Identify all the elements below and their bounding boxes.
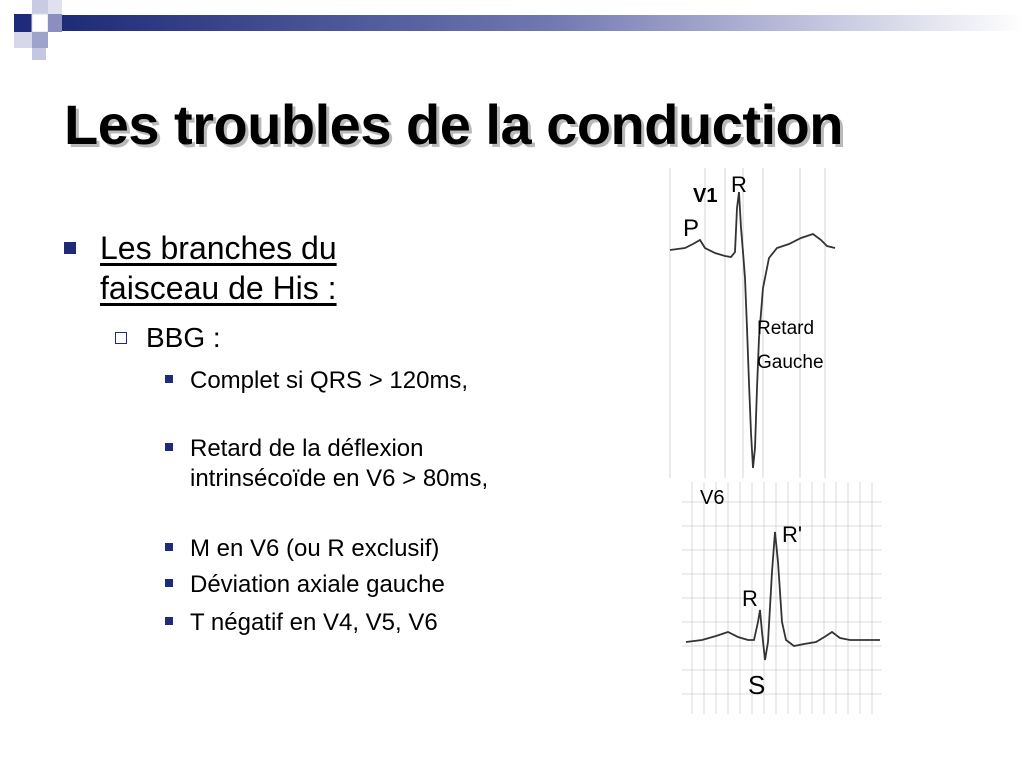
ecg-v6-trace: [686, 532, 880, 660]
gauche-label: Gauche: [757, 352, 824, 373]
header-decoration: [0, 0, 1024, 60]
lead-v1-label: V1: [693, 185, 718, 207]
square-bullet-icon: [165, 543, 173, 551]
p-wave-label: P: [683, 215, 700, 242]
list-item-text: T négatif en V4, V5, V6: [190, 609, 438, 636]
square-bullet-icon: [165, 579, 173, 587]
list-item-text: Déviation axiale gauche: [190, 571, 445, 598]
ecg-v6-image: [682, 482, 882, 714]
r-prime-wave-label: R': [782, 522, 803, 547]
s-wave-label: S: [748, 670, 766, 700]
square-bullet-icon: [64, 242, 76, 254]
r-wave-label: R: [742, 586, 758, 611]
square-bullet-icon: [165, 617, 173, 625]
r-wave-label: R: [731, 172, 747, 197]
square-bullet-icon: [165, 443, 173, 451]
list-item-text: Retard de la déflexion intrinsécoïde en V6 > 80ms,: [190, 435, 489, 492]
slide-title: Les troubles de la conduction: [64, 93, 843, 156]
list-item-text: M en V6 (ou R exclusif): [190, 535, 440, 562]
ecg-v1-image: [665, 168, 845, 478]
lead-v6-label: V6: [700, 487, 725, 509]
retard-label: Retard: [757, 318, 815, 339]
square-bullet-icon: [165, 375, 173, 383]
level1-text: Les branches du faisceau de His :: [100, 230, 337, 306]
list-item-text: Complet si QRS > 120ms,: [190, 367, 469, 394]
level2-text: BBG :: [146, 322, 221, 353]
hollow-square-bullet-icon: [115, 332, 127, 344]
